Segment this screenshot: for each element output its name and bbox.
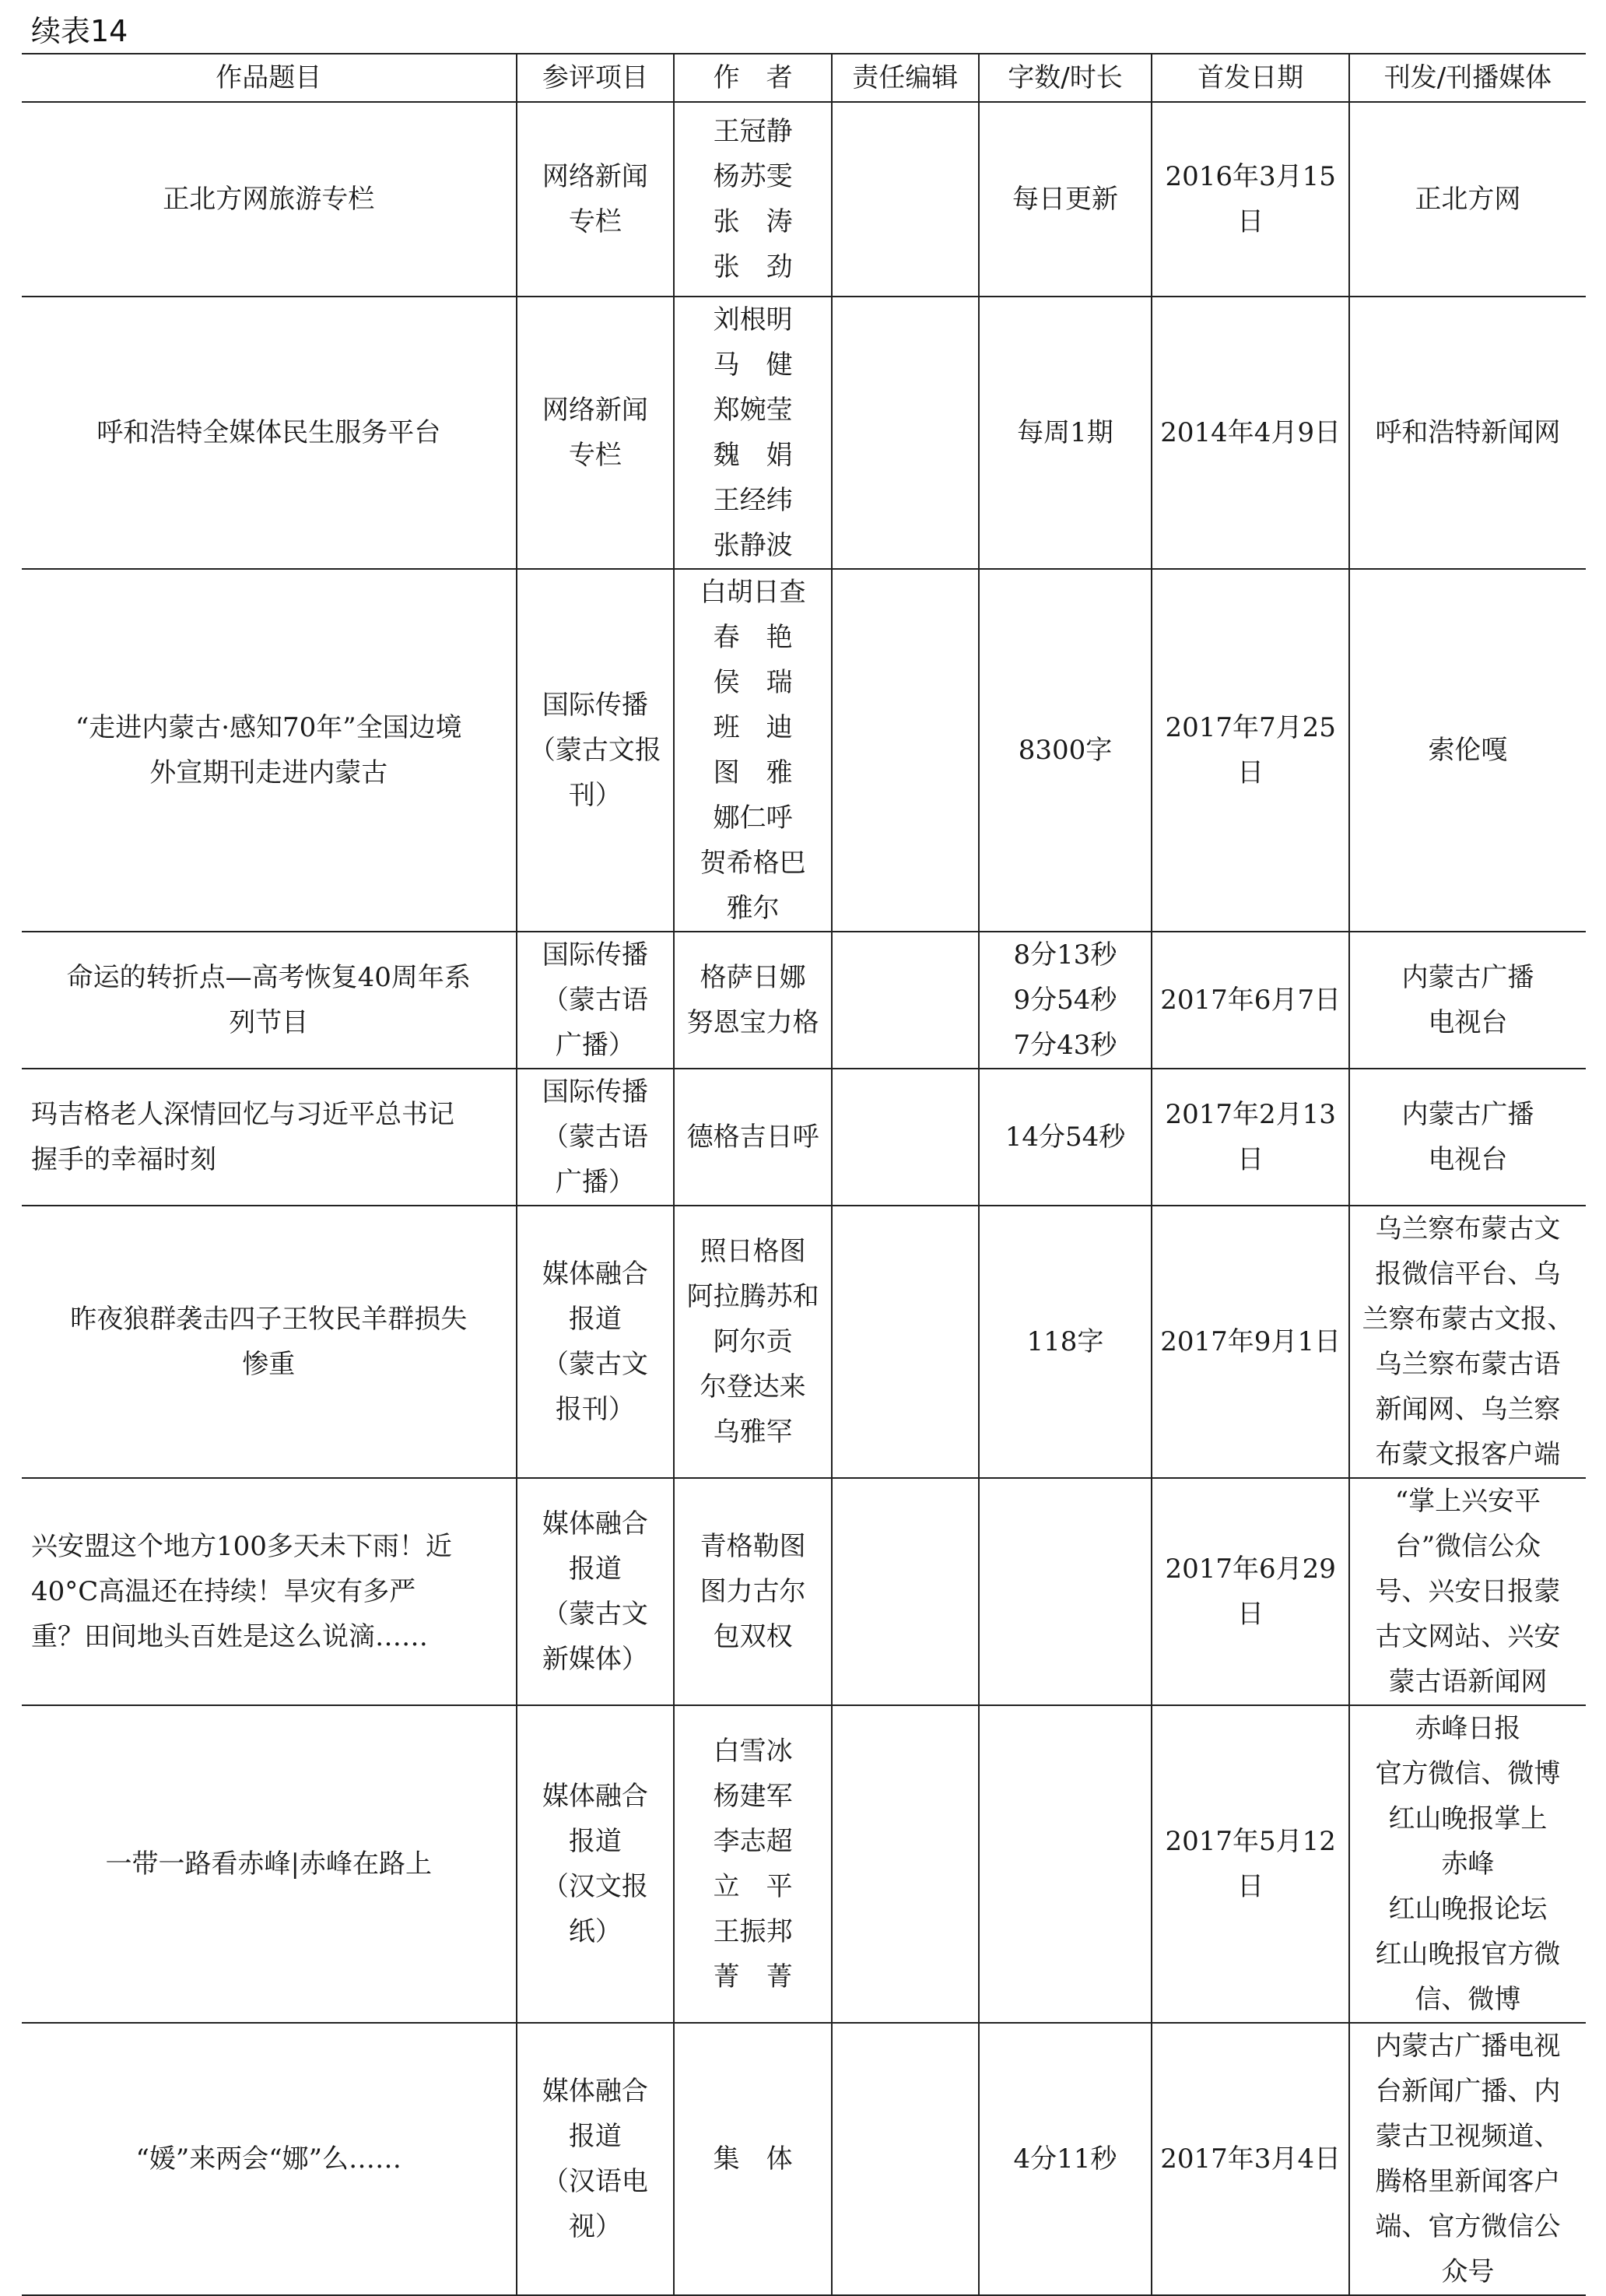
item-cell-line: 报道 <box>568 2121 622 2152</box>
author-cell-line: 魏 娟 <box>713 440 793 471</box>
item-cell-line: （汉语电 <box>542 2166 648 2197</box>
media-cell <box>1349 102 1586 297</box>
media-cell-line: 电视台 <box>1428 1144 1508 1175</box>
date-cell: 2017年3月4日 <box>1152 2023 1348 2295</box>
table-row <box>22 2023 1586 2295</box>
media-cell-line: 赤峰 <box>1441 1848 1495 1880</box>
table-row <box>22 569 1586 932</box>
media-cell <box>1349 297 1586 569</box>
media-cell <box>1349 569 1586 932</box>
media-cell-line: 内蒙古广播 <box>1401 962 1534 993</box>
author-cell-line: 马 健 <box>713 349 793 381</box>
date-cell: 2014年4月9日 <box>1152 297 1348 569</box>
awards-table <box>22 53 1586 2296</box>
media-cell-line: 报微信平台、乌 <box>1375 1259 1561 1290</box>
author-cell-line: 娜仁呼 <box>713 802 793 834</box>
editor-cell <box>832 569 979 932</box>
table-row <box>22 297 1586 569</box>
length-cell-line: 118字 <box>1026 1326 1104 1357</box>
media-cell-line: 新闻网、乌兰察 <box>1375 1394 1561 1425</box>
item-cell <box>517 2023 675 2295</box>
editor-cell <box>832 2023 979 2295</box>
author-cell-line: 集 体 <box>713 2143 793 2175</box>
media-cell-line: 赤峰日报 <box>1415 1713 1521 1744</box>
date-cell: 2017年7月25日 <box>1152 569 1348 932</box>
media-cell-line: 台”微信公众 <box>1394 1531 1541 1562</box>
media-cell-line: 红山晚报官方微 <box>1375 1939 1561 1970</box>
item-cell-line: 媒体融合 <box>542 1781 648 1812</box>
media-cell-line: 索伦嘎 <box>1428 735 1508 766</box>
title-cell-line: 正北方网旅游专栏 <box>163 184 375 215</box>
author-cell <box>674 1478 832 1705</box>
item-cell-line: 广播） <box>555 1167 635 1198</box>
media-cell-line: 古文网站、兴安 <box>1375 1621 1561 1652</box>
item-cell-line: （蒙古文 <box>542 1599 648 1630</box>
author-cell-line: 白雪冰 <box>713 1736 793 1767</box>
author-cell-line: 雅尔 <box>726 893 780 924</box>
item-cell <box>517 1069 675 1206</box>
item-cell-line: 媒体融合 <box>542 2076 648 2107</box>
author-cell-line: 侯 瑞 <box>713 667 793 698</box>
editor-cell <box>832 1705 979 2023</box>
media-cell-line: 正北方网 <box>1415 184 1521 215</box>
author-cell-line: 乌雅罕 <box>713 1417 793 1448</box>
media-cell-line: 电视台 <box>1428 1007 1508 1038</box>
item-cell <box>517 1705 675 2023</box>
author-cell-line: 王冠静 <box>713 116 793 147</box>
title-cell-line: “媛”来两会“娜”么…… <box>135 2143 402 2175</box>
author-cell-line: 青格勒图 <box>700 1531 806 1562</box>
media-cell <box>1349 2023 1586 2295</box>
table-header-row <box>22 54 1586 102</box>
media-cell-line: 蒙古语新闻网 <box>1388 1666 1548 1697</box>
item-cell-line: 报刊） <box>555 1394 635 1425</box>
title-cell-line: 重？田间地头百姓是这么说滴…… <box>31 1621 428 1652</box>
author-cell-line: 照日格图 <box>700 1236 806 1267</box>
author-cell-line: 李志超 <box>713 1826 793 1857</box>
length-cell-line: 8300字 <box>1018 735 1113 766</box>
table-row <box>22 1478 1586 1705</box>
author-cell-line: 包双权 <box>713 1621 793 1652</box>
author-cell <box>674 1069 832 1206</box>
author-cell-line: 张 涛 <box>713 206 793 237</box>
item-cell-line: （蒙古文 <box>542 1349 648 1380</box>
author-cell-line: 张 劲 <box>713 251 793 283</box>
media-cell-line: 号、兴安日报蒙 <box>1375 1576 1561 1607</box>
media-cell <box>1349 1478 1586 1705</box>
length-cell <box>979 932 1152 1069</box>
author-cell-line: 张静波 <box>713 530 793 561</box>
length-cell-line: 每周1期 <box>1017 417 1113 448</box>
media-cell <box>1349 1069 1586 1206</box>
table-row <box>22 102 1586 297</box>
item-cell-line: 网络新闻 <box>542 161 648 192</box>
media-cell-line: 官方微信、微博 <box>1375 1758 1561 1789</box>
media-cell-line: 红山晚报掌上 <box>1388 1803 1548 1834</box>
header-date: 首发日期 <box>1152 54 1348 102</box>
editor-cell <box>832 102 979 297</box>
item-cell-line: 纸） <box>568 1916 622 1947</box>
item-cell-line: （蒙古语 <box>542 1122 648 1153</box>
length-cell <box>979 569 1152 932</box>
title-cell-line: 命运的转折点—高考恢复40周年系 <box>66 962 471 993</box>
length-cell <box>979 1069 1152 1206</box>
author-cell-line: 阿拉腾苏和 <box>686 1281 819 1312</box>
item-cell-line: 专栏 <box>568 206 622 237</box>
title-cell <box>22 1206 517 1478</box>
item-cell-line: 网络新闻 <box>542 395 648 426</box>
table-row <box>22 1206 1586 1478</box>
author-cell-line: 立 平 <box>713 1871 793 1902</box>
title-cell-line: 外宣期刊走进内蒙古 <box>149 757 388 788</box>
author-cell-line: 尔登达来 <box>700 1371 806 1403</box>
length-cell-line: 14分54秒 <box>1005 1122 1126 1153</box>
author-cell-line: 杨建军 <box>713 1781 793 1812</box>
media-cell-line: 乌兰察布蒙古文 <box>1375 1213 1561 1245</box>
title-cell-line: 昨夜狼群袭击四子王牧民羊群损失 <box>70 1304 468 1335</box>
author-cell <box>674 2023 832 2295</box>
editor-cell <box>832 932 979 1069</box>
author-cell-line: 刘根明 <box>713 304 793 335</box>
editor-cell <box>832 1478 979 1705</box>
media-cell-line: “掌上兴安平 <box>1394 1486 1541 1517</box>
date-cell: 2017年2月13日 <box>1152 1069 1348 1206</box>
media-cell-line: 内蒙古广播电视 <box>1375 2031 1561 2062</box>
header-media: 刊发/刊播媒体 <box>1349 54 1586 102</box>
item-cell <box>517 1206 675 1478</box>
item-cell <box>517 1478 675 1705</box>
title-cell-line: 玛吉格老人深情回忆与习近平总书记 <box>31 1099 454 1130</box>
item-cell-line: 广播） <box>555 1030 635 1061</box>
item-cell-line: 媒体融合 <box>542 1259 648 1290</box>
table-row <box>22 1069 1586 1206</box>
item-cell-line: 媒体融合 <box>542 1508 648 1539</box>
length-cell <box>979 1478 1152 1705</box>
title-cell <box>22 2023 517 2295</box>
title-cell-line: 列节目 <box>229 1007 309 1038</box>
title-cell <box>22 1478 517 1705</box>
length-cell <box>979 2023 1152 2295</box>
item-cell-line: 报道 <box>568 1553 622 1585</box>
table-row <box>22 932 1586 1069</box>
author-cell-line: 白胡日查 <box>700 577 806 608</box>
item-cell-line: （蒙古文报 <box>528 735 661 766</box>
date-cell: 2017年6月29日 <box>1152 1478 1348 1705</box>
author-cell-line: 德格吉日呼 <box>686 1122 819 1153</box>
item-cell-line: 视） <box>568 2211 622 2242</box>
item-cell-line: 新媒体） <box>542 1644 648 1675</box>
item-cell-line: 刊） <box>568 780 622 811</box>
header-title: 作品题目 <box>22 54 517 102</box>
media-cell <box>1349 1206 1586 1478</box>
title-cell <box>22 102 517 297</box>
title-cell-line: 一带一路看赤峰|赤峰在路上 <box>105 1848 432 1880</box>
media-cell-line: 蒙古卫视频道、 <box>1375 2121 1561 2152</box>
media-cell-line: 兰察布蒙古文报、 <box>1362 1304 1574 1335</box>
author-cell-line: 春 艳 <box>713 622 793 653</box>
date-cell: 2017年5月12日 <box>1152 1705 1348 2023</box>
title-cell-line: 兴安盟这个地方100多天未下雨！近 <box>31 1531 452 1562</box>
item-cell <box>517 932 675 1069</box>
author-cell-line: 王经纬 <box>713 485 793 516</box>
author-cell <box>674 1705 832 2023</box>
editor-cell <box>832 1206 979 1478</box>
title-cell-line: 呼和浩特全媒体民生服务平台 <box>96 417 441 448</box>
title-cell-line: 握手的幸福时刻 <box>31 1144 216 1175</box>
length-cell-line: 7分43秒 <box>1013 1030 1117 1061</box>
title-cell <box>22 1705 517 2023</box>
length-cell-line: 4分11秒 <box>1013 2143 1117 2175</box>
length-cell <box>979 1705 1152 2023</box>
editor-cell <box>832 297 979 569</box>
media-cell-line: 乌兰察布蒙古语 <box>1375 1349 1561 1380</box>
length-cell <box>979 297 1152 569</box>
author-cell-line: 格萨日娜 <box>700 962 806 993</box>
table-caption: 续表14 <box>31 14 128 48</box>
item-cell-line: 专栏 <box>568 440 622 471</box>
media-cell <box>1349 1705 1586 2023</box>
author-cell-line: 图力古尔 <box>700 1576 806 1607</box>
header-item: 参评项目 <box>517 54 675 102</box>
author-cell-line: 郑婉莹 <box>713 395 793 426</box>
media-cell-line: 端、官方微信公 <box>1375 2211 1561 2242</box>
title-cell <box>22 932 517 1069</box>
header-author: 作 者 <box>674 54 832 102</box>
author-cell <box>674 297 832 569</box>
title-cell <box>22 1069 517 1206</box>
editor-cell <box>832 1069 979 1206</box>
author-cell <box>674 1206 832 1478</box>
media-cell-line: 布蒙文报客户端 <box>1375 1439 1561 1470</box>
length-cell-line: 每日更新 <box>1012 184 1118 215</box>
author-cell-line: 图 雅 <box>713 757 793 788</box>
length-cell-line: 8分13秒 <box>1013 939 1117 971</box>
title-cell-line: 惨重 <box>242 1349 296 1380</box>
title-cell-line: 40°C高温还在持续！旱灾有多严 <box>31 1576 416 1607</box>
media-cell-line: 红山晚报论坛 <box>1388 1894 1548 1925</box>
item-cell-line: 国际传播 <box>542 1076 648 1108</box>
header-length: 字数/时长 <box>979 54 1152 102</box>
item-cell-line: （汉文报 <box>542 1871 648 1902</box>
header-editor: 责任编辑 <box>832 54 979 102</box>
author-cell-line: 菁 菁 <box>713 1961 793 1992</box>
media-cell-line: 台新闻广播、内 <box>1375 2076 1561 2107</box>
media-cell <box>1349 932 1586 1069</box>
table-row <box>22 1705 1586 2023</box>
author-cell <box>674 102 832 297</box>
title-cell <box>22 569 517 932</box>
media-cell-line: 腾格里新闻客户 <box>1375 2166 1561 2197</box>
date-cell: 2016年3月15日 <box>1152 102 1348 297</box>
media-cell-line: 内蒙古广播 <box>1401 1099 1534 1130</box>
media-cell-line: 信、微博 <box>1415 1984 1521 2015</box>
item-cell-line: 报道 <box>568 1304 622 1335</box>
author-cell <box>674 569 832 932</box>
date-cell: 2017年9月1日 <box>1152 1206 1348 1478</box>
author-cell-line: 阿尔贡 <box>713 1326 793 1357</box>
media-cell-line: 呼和浩特新闻网 <box>1375 417 1561 448</box>
author-cell-line: 班 迪 <box>713 712 793 743</box>
author-cell-line: 王振邦 <box>713 1916 793 1947</box>
title-cell-line: “走进内蒙古·感知70年”全国边境 <box>75 712 462 743</box>
author-cell <box>674 932 832 1069</box>
author-cell-line: 杨苏雯 <box>713 161 793 192</box>
length-cell-line: 9分54秒 <box>1013 985 1117 1016</box>
item-cell <box>517 297 675 569</box>
item-cell-line: （蒙古语 <box>542 985 648 1016</box>
item-cell <box>517 569 675 932</box>
author-cell-line: 贺希格巴 <box>700 848 806 879</box>
item-cell <box>517 102 675 297</box>
table-body <box>22 102 1586 2295</box>
date-cell: 2017年6月7日 <box>1152 932 1348 1069</box>
length-cell <box>979 102 1152 297</box>
item-cell-line: 国际传播 <box>542 939 648 971</box>
length-cell <box>979 1206 1152 1478</box>
item-cell-line: 国际传播 <box>542 690 648 721</box>
author-cell-line: 努恩宝力格 <box>686 1007 819 1038</box>
item-cell-line: 报道 <box>568 1826 622 1857</box>
media-cell-line: 众号 <box>1441 2256 1495 2287</box>
title-cell <box>22 297 517 569</box>
